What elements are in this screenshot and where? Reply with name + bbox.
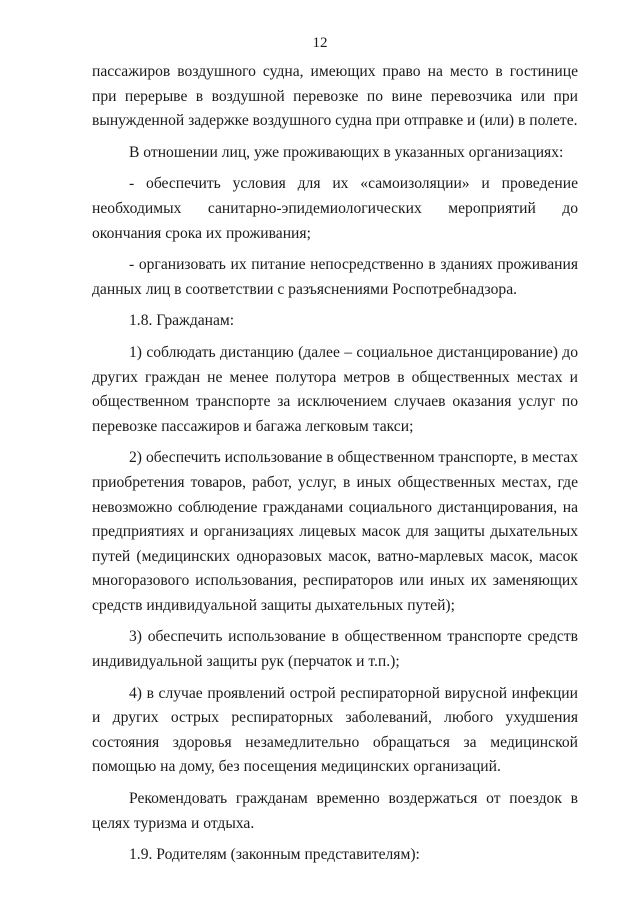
paragraph-self-isolation: - обеспечить условия для их «самоизоляции» и проведение необходимых санитарно-эпидемиологических мероприятий до окончания срока их проживания;	[92, 175, 578, 242]
page-number: 12	[312, 35, 328, 51]
paragraph-continuation: пассажиров воздушного судна, имеющих право на место в гостинице при перерыве в воздушной перевозке по вине перевозчика или при вынужденной задержке воздушного судна при отправке и (или) в полете.	[92, 63, 578, 130]
paragraph-item-1-distance: 1) соблюдать дистанцию (далее – социальное дистанцирование) до других граждан не менее полутора метров в общественных местах и общественном транспорте за исключением случаев оказания услуг по перевозке пассажиров и багажа легковым такси;	[92, 343, 578, 435]
paragraph-item-3-gloves: 3) обеспечить использование в общественном транспорте средств индивидуальной защиты рук (перчаток и т.п.);	[92, 628, 578, 671]
section-heading-1-8: 1.8. Гражданам:	[129, 312, 235, 330]
paragraph-residents-intro: В отношении лиц, уже проживающих в указанных организациях:	[129, 143, 564, 161]
section-heading-1-9: 1.9. Родителям (законным представителям):	[129, 846, 420, 864]
paragraph-tourism-recommendation: Рекомендовать гражданам временно воздержаться от поездок в целях туризма и отдыха.	[92, 790, 578, 832]
paragraph-item-4-medical: 4) в случае проявлений острой респираторной вирусной инфекции и других острых респираторных заболеваний, любого ухудшения состояния здоровья незамедлительно обращаться за медицинской помощью на дому, без посещения медицинских организаций.	[92, 684, 578, 776]
paragraph-item-2-masks: 2) обеспечить использование в общественном транспорте, в местах приобретения товаров, работ, услуг, в иных общественных местах, где невозможно соблюдение гражданами социального дистанцирования, на предприятиях и организациях лицевых масок для защиты дыхательных путей (медицинских одноразовых масок, ватно-марлевых масок, масок многоразового использования, респираторов или иных их заменяющих средств индивидуальной защиты дыхательных путей);	[92, 449, 578, 614]
paragraph-meals: - организовать их питание непосредственно в зданиях проживания данных лиц в соответствии с разъяснениями Роспотребнадзора.	[92, 256, 578, 298]
document-body	[92, 60, 578, 868]
